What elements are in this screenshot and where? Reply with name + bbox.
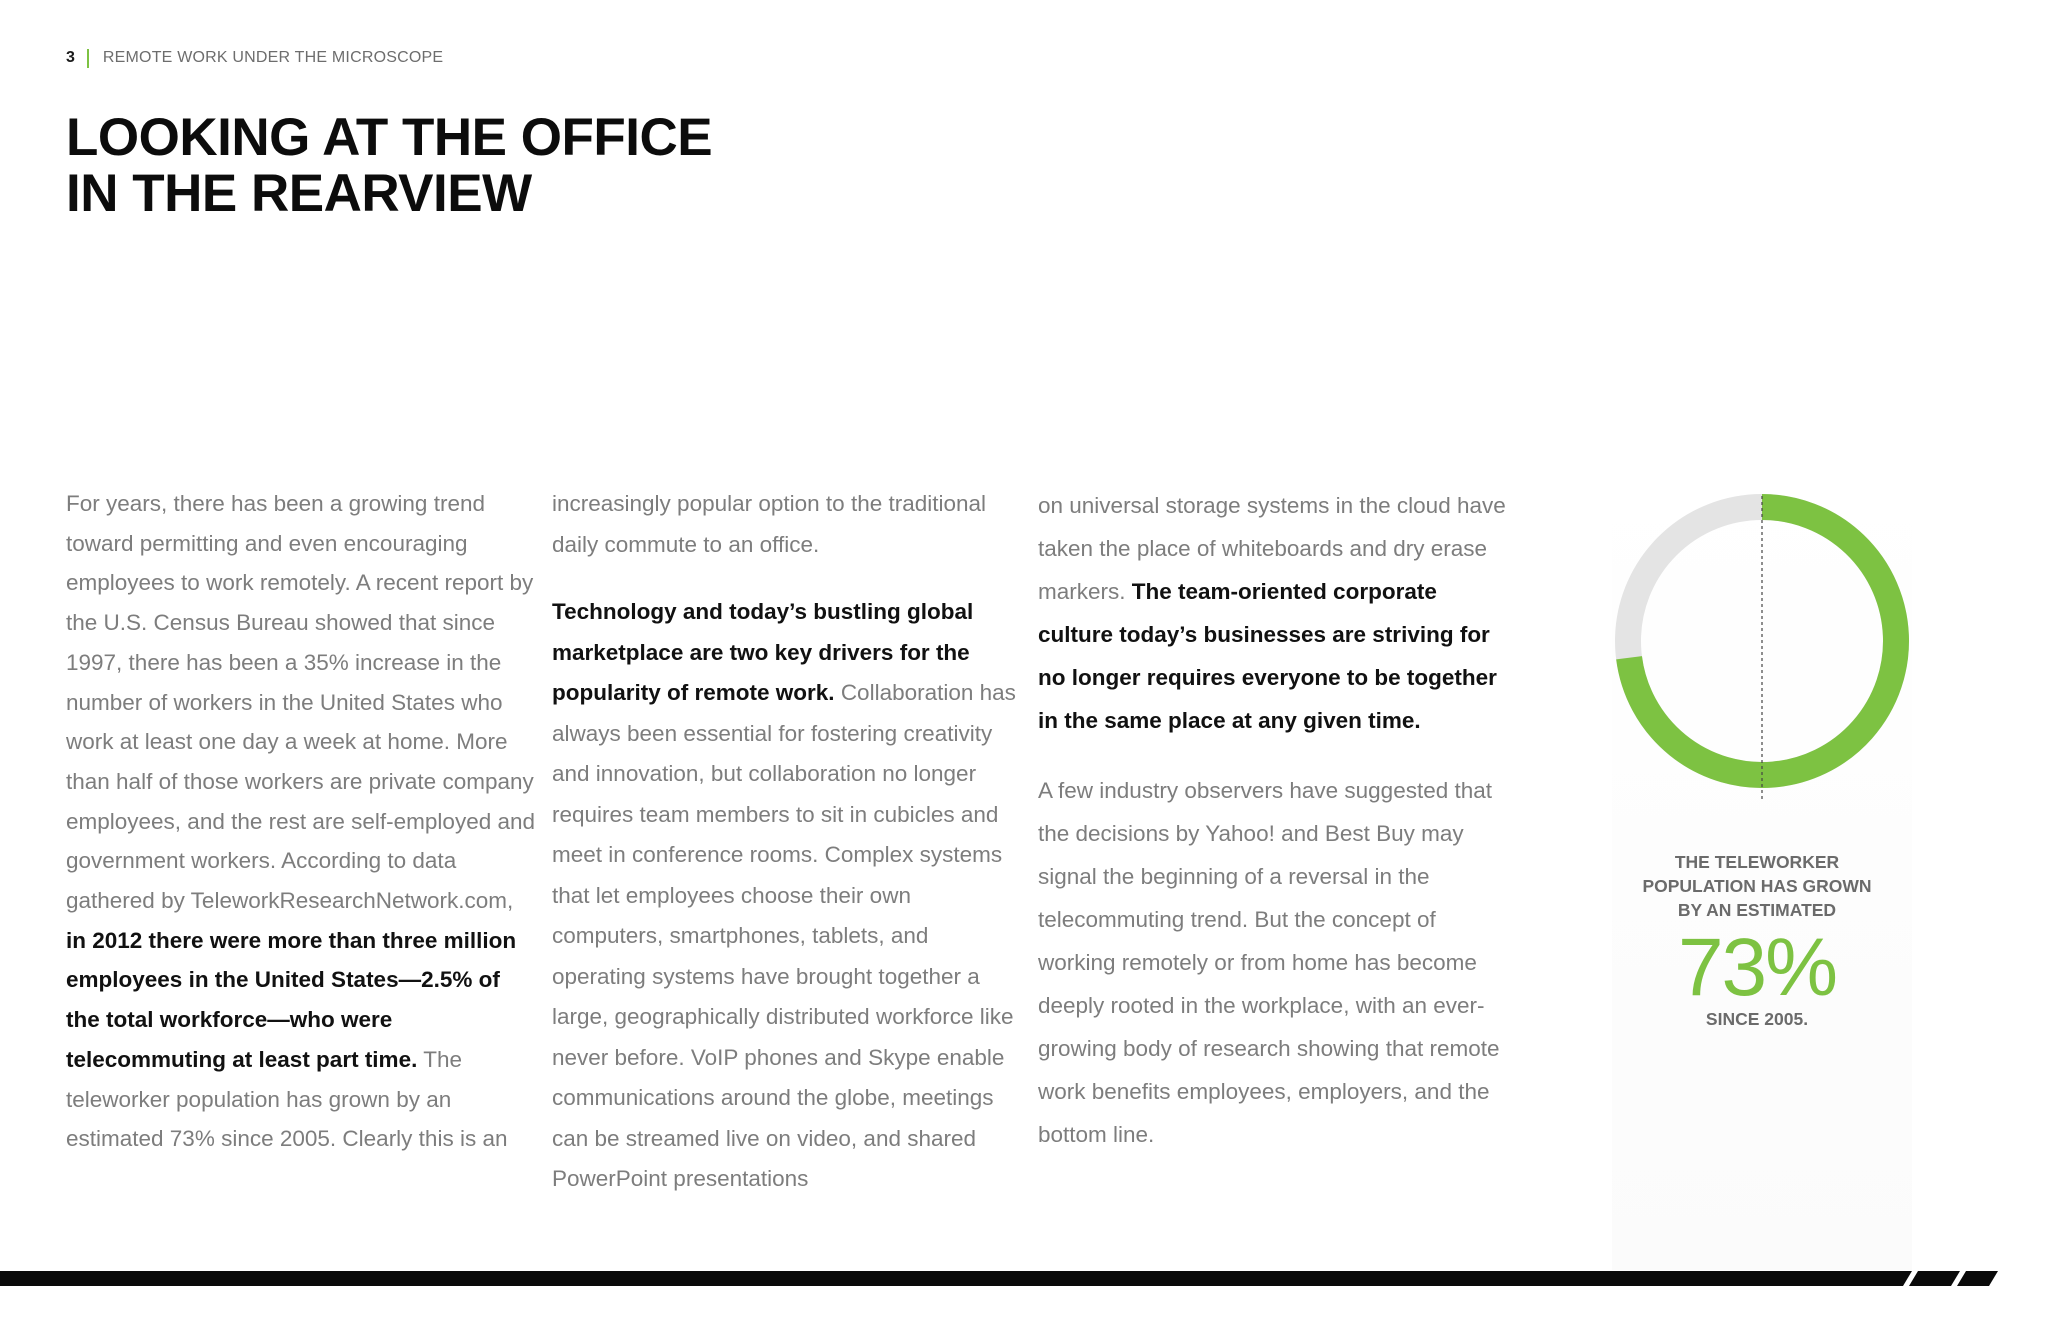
body-emphasis: The team-oriented corporate culture today’s businesses are striving for no longer requires everyone to be together in the same place at any given time.	[1038, 579, 1497, 733]
footer-bar-segment	[1909, 1271, 1960, 1286]
stat-value: 73%	[1677, 922, 1837, 1013]
stat-label: THE TELEWORKER POPULATION HAS GROWN BY AN ESTIMATED	[1642, 852, 1872, 920]
paragraph	[1038, 484, 1508, 742]
paragraph	[552, 592, 1022, 1200]
paragraph: increasingly popular option to the traditional daily commute to an office.	[552, 491, 987, 557]
body-column-2	[552, 484, 1022, 1200]
body-column-3	[1038, 484, 1508, 1156]
footer-bar	[0, 1270, 2048, 1290]
page-title-line-2: IN THE REARVIEW	[66, 164, 532, 223]
body-text: Collaboration has always been essential for fostering creativity and innovation, but collaboration no longer requires team members to sit in cubicles and meet in conference rooms. Complex systems that let employees choose their own computers, smartphones, tablets, and operating systems have brought together a large, geographically distributed workforce like never before. VoIP phones and Skype enable communications around the globe, meetings can be streamed live on video, and shared PowerPoint presentations	[552, 680, 1016, 1191]
body-text: on universal storage systems in the cloud have taken the place of whiteboards and dry erase markers.	[1038, 493, 1506, 604]
stat-callout	[1642, 850, 1872, 1030]
page-title	[66, 110, 712, 222]
paragraph	[66, 484, 536, 1159]
header-divider	[87, 49, 89, 68]
running-title: REMOTE WORK UNDER THE MICROSCOPE	[102, 49, 444, 66]
page-number: 3	[66, 49, 75, 66]
page-title-line-1: LOOKING AT THE OFFICE	[66, 108, 713, 167]
running-header	[66, 46, 443, 70]
body-emphasis: in 2012 there were more than three million employees in the United States—2.5% of the total workforce—who were telecommuting at least part time.	[66, 927, 517, 1072]
footer-bar-segment	[1957, 1271, 1998, 1286]
body-text: The teleworker population has grown by an estimated 73% since 2005. Clearly this is an	[66, 1046, 508, 1152]
body-column-1	[66, 484, 536, 1159]
footer-bar-main	[0, 1271, 1912, 1286]
stat-since: SINCE 2005.	[1705, 1009, 1809, 1029]
donut-chart	[1604, 486, 1920, 802]
body-emphasis: Technology and today’s bustling global marketplace are two key drivers for the popularity of remote work.	[552, 599, 974, 705]
body-text: For years, there has been a growing trend toward permitting and even encouraging employees to work remotely. A recent report by the U.S. Census Bureau showed that since 1997, there has been a 35% increase in the number of workers in the United States who work at least one day a week at home. More than half of those workers are private company employees, and the rest are self-employed and government workers. According to data gathered by TeleworkResearchNetwork.com,	[66, 491, 536, 914]
paragraph: A few industry observers have suggested that the decisions by Yahoo! and Best Buy may signal the beginning of a reversal in the telecommuting trend. But the concept of working remotely or from home has become deeply rooted in the workplace, with an ever-growing body of research showing that remote work benefits employees, employers, and the bottom line.	[1038, 778, 1500, 1147]
